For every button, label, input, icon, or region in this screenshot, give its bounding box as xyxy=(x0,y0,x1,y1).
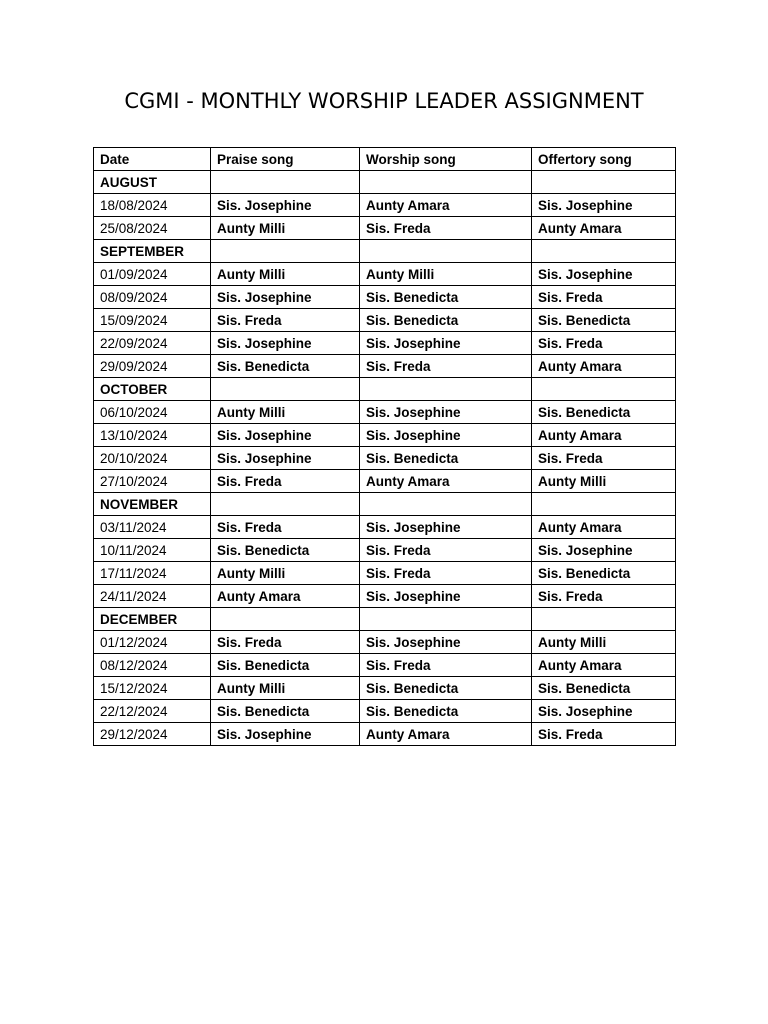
offertory-song-cell: Sis. Freda xyxy=(532,447,676,470)
worship-song-cell: Sis. Josephine xyxy=(360,332,532,355)
date-cell: 10/11/2024 xyxy=(94,539,211,562)
worship-song-cell: Aunty Amara xyxy=(360,470,532,493)
offertory-song-cell: Sis. Freda xyxy=(532,286,676,309)
worship-song-cell: Aunty Amara xyxy=(360,723,532,746)
empty-cell xyxy=(211,378,360,401)
offertory-song-cell: Sis. Freda xyxy=(532,723,676,746)
date-cell: 18/08/2024 xyxy=(94,194,211,217)
table-row xyxy=(94,401,676,424)
table-row xyxy=(94,355,676,378)
offertory-song-cell: Sis. Freda xyxy=(532,585,676,608)
worship-song-cell: Sis. Benedicta xyxy=(360,700,532,723)
praise-song-cell: Aunty Milli xyxy=(211,562,360,585)
table-row xyxy=(94,677,676,700)
worship-song-cell: Sis. Josephine xyxy=(360,516,532,539)
date-cell: 08/12/2024 xyxy=(94,654,211,677)
worship-song-cell: Sis. Benedicta xyxy=(360,286,532,309)
worship-song-cell: Sis. Freda xyxy=(360,539,532,562)
offertory-song-cell: Aunty Milli xyxy=(532,470,676,493)
worship-song-cell: Sis. Benedicta xyxy=(360,447,532,470)
table-row xyxy=(94,631,676,654)
month-row xyxy=(94,171,676,194)
worship-song-cell: Sis. Freda xyxy=(360,217,532,240)
praise-song-cell: Sis. Josephine xyxy=(211,286,360,309)
date-cell: 01/09/2024 xyxy=(94,263,211,286)
empty-cell xyxy=(360,240,532,263)
date-cell: 20/10/2024 xyxy=(94,447,211,470)
offertory-song-cell: Sis. Benedicta xyxy=(532,562,676,585)
date-cell: 24/11/2024 xyxy=(94,585,211,608)
praise-song-cell: Sis. Freda xyxy=(211,309,360,332)
empty-cell xyxy=(360,171,532,194)
empty-cell xyxy=(532,378,676,401)
table-row xyxy=(94,309,676,332)
offertory-song-cell: Sis. Benedicta xyxy=(532,309,676,332)
praise-song-cell: Aunty Milli xyxy=(211,677,360,700)
empty-cell xyxy=(360,378,532,401)
month-label: AUGUST xyxy=(94,171,211,194)
date-cell: 08/09/2024 xyxy=(94,286,211,309)
offertory-song-cell: Sis. Josephine xyxy=(532,700,676,723)
empty-cell xyxy=(360,493,532,516)
worship-song-cell: Sis. Josephine xyxy=(360,631,532,654)
offertory-song-cell: Sis. Josephine xyxy=(532,539,676,562)
offertory-song-cell: Sis. Josephine xyxy=(532,263,676,286)
table-row xyxy=(94,286,676,309)
worship-song-cell: Aunty Amara xyxy=(360,194,532,217)
empty-cell xyxy=(360,608,532,631)
praise-song-cell: Sis. Freda xyxy=(211,516,360,539)
praise-song-cell: Sis. Josephine xyxy=(211,424,360,447)
table-row xyxy=(94,516,676,539)
praise-song-cell: Sis. Benedicta xyxy=(211,700,360,723)
empty-cell xyxy=(532,171,676,194)
table-row xyxy=(94,723,676,746)
date-cell: 06/10/2024 xyxy=(94,401,211,424)
worship-song-cell: Sis. Josephine xyxy=(360,424,532,447)
worship-song-cell: Aunty Milli xyxy=(360,263,532,286)
worship-song-cell: Sis. Benedicta xyxy=(360,677,532,700)
date-cell: 22/09/2024 xyxy=(94,332,211,355)
header-praise-song: Praise song xyxy=(211,148,360,171)
date-cell: 03/11/2024 xyxy=(94,516,211,539)
date-cell: 13/10/2024 xyxy=(94,424,211,447)
table-row xyxy=(94,562,676,585)
empty-cell xyxy=(532,608,676,631)
worship-song-cell: Sis. Freda xyxy=(360,654,532,677)
empty-cell xyxy=(211,240,360,263)
table-row xyxy=(94,654,676,677)
empty-cell xyxy=(211,608,360,631)
table-row xyxy=(94,217,676,240)
worship-song-cell: Sis. Freda xyxy=(360,355,532,378)
praise-song-cell: Sis. Josephine xyxy=(211,194,360,217)
month-row xyxy=(94,608,676,631)
worship-song-cell: Sis. Josephine xyxy=(360,401,532,424)
offertory-song-cell: Sis. Benedicta xyxy=(532,677,676,700)
offertory-song-cell: Aunty Amara xyxy=(532,516,676,539)
table-row xyxy=(94,263,676,286)
worship-song-cell: Sis. Josephine xyxy=(360,585,532,608)
table-row xyxy=(94,585,676,608)
empty-cell xyxy=(211,171,360,194)
table-header-row xyxy=(94,148,676,171)
praise-song-cell: Sis. Josephine xyxy=(211,723,360,746)
table-row xyxy=(94,447,676,470)
offertory-song-cell: Aunty Amara xyxy=(532,654,676,677)
offertory-song-cell: Aunty Amara xyxy=(532,217,676,240)
date-cell: 25/08/2024 xyxy=(94,217,211,240)
praise-song-cell: Sis. Josephine xyxy=(211,447,360,470)
worship-song-cell: Sis. Freda xyxy=(360,562,532,585)
month-row xyxy=(94,493,676,516)
praise-song-cell: Sis. Benedicta xyxy=(211,355,360,378)
table-row xyxy=(94,470,676,493)
table-row xyxy=(94,424,676,447)
date-cell: 17/11/2024 xyxy=(94,562,211,585)
worship-song-cell: Sis. Benedicta xyxy=(360,309,532,332)
praise-song-cell: Aunty Amara xyxy=(211,585,360,608)
header-offertory-song: Offertory song xyxy=(532,148,676,171)
header-date: Date xyxy=(94,148,211,171)
praise-song-cell: Sis. Benedicta xyxy=(211,539,360,562)
month-label: SEPTEMBER xyxy=(94,240,211,263)
praise-song-cell: Aunty Milli xyxy=(211,263,360,286)
offertory-song-cell: Sis. Benedicta xyxy=(532,401,676,424)
praise-song-cell: Sis. Josephine xyxy=(211,332,360,355)
empty-cell xyxy=(211,493,360,516)
header-worship-song: Worship song xyxy=(360,148,532,171)
praise-song-cell: Aunty Milli xyxy=(211,401,360,424)
month-row xyxy=(94,240,676,263)
date-cell: 15/09/2024 xyxy=(94,309,211,332)
offertory-song-cell: Sis. Josephine xyxy=(532,194,676,217)
month-label: NOVEMBER xyxy=(94,493,211,516)
empty-cell xyxy=(532,240,676,263)
table-row xyxy=(94,700,676,723)
date-cell: 27/10/2024 xyxy=(94,470,211,493)
month-row xyxy=(94,378,676,401)
month-label: DECEMBER xyxy=(94,608,211,631)
praise-song-cell: Aunty Milli xyxy=(211,217,360,240)
table-row xyxy=(94,332,676,355)
offertory-song-cell: Aunty Amara xyxy=(532,424,676,447)
offertory-song-cell: Aunty Amara xyxy=(532,355,676,378)
empty-cell xyxy=(532,493,676,516)
praise-song-cell: Sis. Freda xyxy=(211,470,360,493)
offertory-song-cell: Sis. Freda xyxy=(532,332,676,355)
table-row xyxy=(94,194,676,217)
date-cell: 29/09/2024 xyxy=(94,355,211,378)
assignment-table xyxy=(93,147,676,746)
praise-song-cell: Sis. Freda xyxy=(211,631,360,654)
table-row xyxy=(94,539,676,562)
table-body xyxy=(94,171,676,746)
month-label: OCTOBER xyxy=(94,378,211,401)
praise-song-cell: Sis. Benedicta xyxy=(211,654,360,677)
offertory-song-cell: Aunty Milli xyxy=(532,631,676,654)
date-cell: 22/12/2024 xyxy=(94,700,211,723)
date-cell: 15/12/2024 xyxy=(94,677,211,700)
date-cell: 29/12/2024 xyxy=(94,723,211,746)
date-cell: 01/12/2024 xyxy=(94,631,211,654)
page-title: CGMI - MONTHLY WORSHIP LEADER ASSIGNMENT xyxy=(124,89,644,113)
